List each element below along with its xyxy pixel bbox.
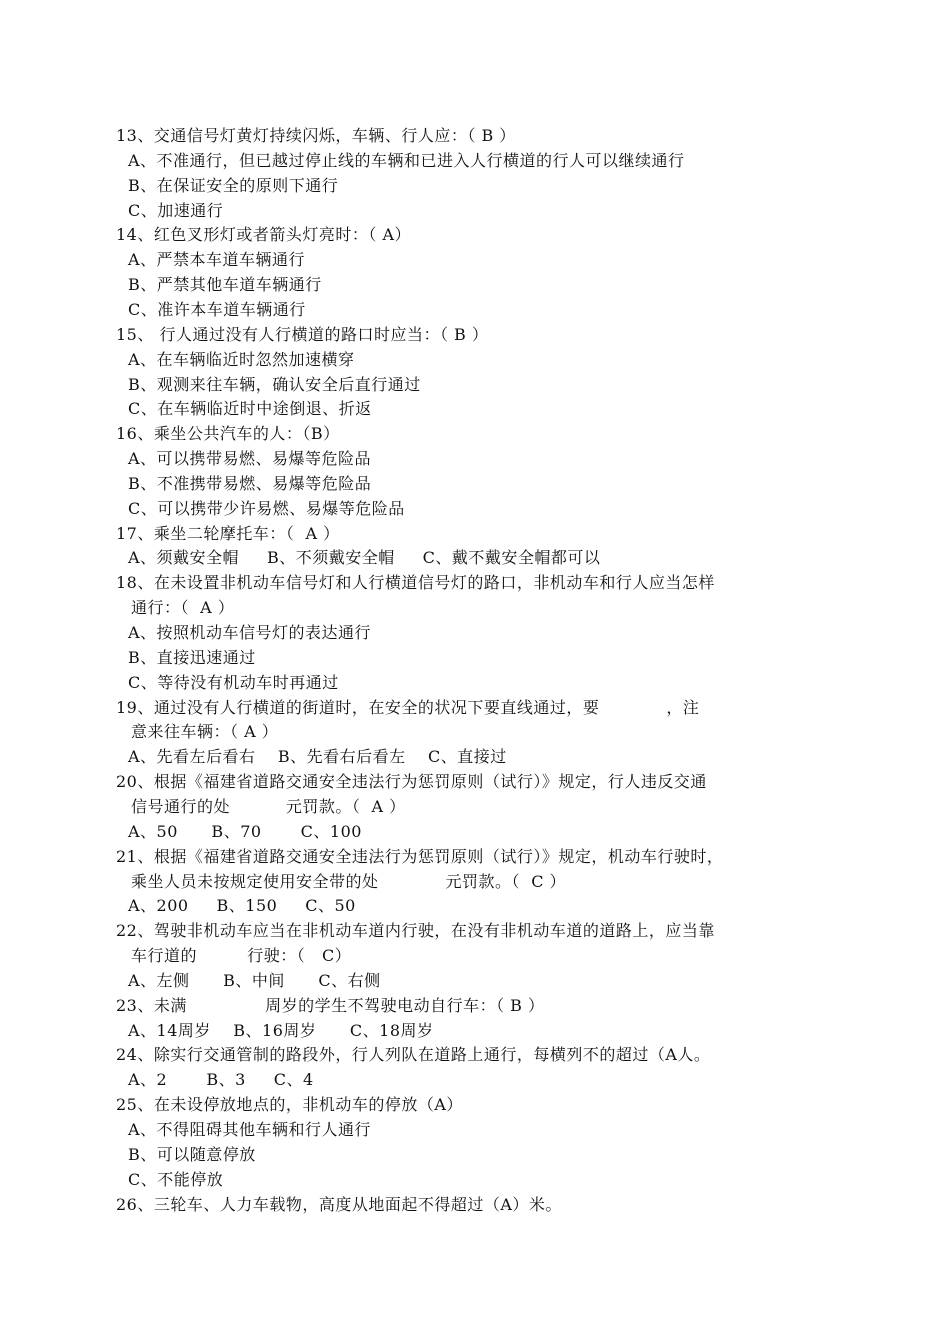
option-line: B、不准携带易燃、易爆等危险品 <box>128 474 372 493</box>
question-continuation-line: 意来往车辆：（ A ） <box>131 722 279 741</box>
question-continuation-line: 车行道的 行驶：（ C） <box>131 946 352 965</box>
option-line: A、先看左后看右 B、先看右后看左 C、直接过 <box>128 747 507 766</box>
question-line: 20、根据《福建省道路交通安全违法行为惩罚原则（试行）》规定，行人违反交通 <box>116 772 707 791</box>
option-line: C、等待没有机动车时再通过 <box>128 673 339 692</box>
question-line: 18、在未设置非机动车信号灯和人行横道信号灯的路口，非机动车和行人应当怎样 <box>116 573 715 592</box>
option-line: A、可以携带易燃、易爆等危险品 <box>128 449 372 468</box>
option-line: B、严禁其他车道车辆通行 <box>128 275 322 294</box>
question-line: 17、乘坐二轮摩托车：（ A ） <box>116 524 340 543</box>
question-line: 21、根据《福建省道路交通安全违法行为惩罚原则（试行）》规定，机动车行驶时， <box>116 847 724 866</box>
question-line: 14、红色叉形灯或者箭头灯亮时：（ A） <box>116 225 412 244</box>
option-line: B、直接迅速通过 <box>128 648 256 667</box>
option-line: A、14周岁 B、16周岁 C、18周岁 <box>128 1021 434 1040</box>
option-line: A、须戴安全帽 B、不须戴安全帽 C、戴不戴安全帽都可以 <box>128 548 601 567</box>
question-line: 19、通过没有人行横道的街道时，在安全的状况下要直线通过，要 ，注 <box>116 698 700 717</box>
option-line: B、在保证安全的原则下通行 <box>128 176 339 195</box>
option-line: A、50 B、70 C、100 <box>128 822 362 841</box>
option-line: B、可以随意停放 <box>128 1145 256 1164</box>
option-line: A、不准通行，但已越过停止线的车辆和已进入人行横道的行人可以继续通行 <box>128 151 685 170</box>
question-line: 22、驾驶非机动车应当在非机动车道内行驶，在没有非机动车道的道路上，应当靠 <box>116 921 715 940</box>
question-continuation-line: 信号通行的处 元罚款。（ A ） <box>131 797 406 816</box>
option-line: C、准许本车道车辆通行 <box>128 300 306 319</box>
question-line: 26、三轮车、人力车载物，高度从地面起不得超过（A）米。 <box>116 1195 562 1214</box>
option-line: A、左侧 B、中间 C、右侧 <box>128 971 381 990</box>
question-continuation-line: 乘坐人员未按规定使用安全带的处 元罚款。（ C ） <box>131 872 567 891</box>
option-line: A、不得阻碍其他车辆和行人通行 <box>128 1120 372 1139</box>
option-line: A、2 B、3 C、4 <box>128 1070 314 1089</box>
option-line: C、不能停放 <box>128 1170 224 1189</box>
option-line: C、在车辆临近时中途倒退、折返 <box>128 399 372 418</box>
question-line: 23、未满 周岁的学生不驾驶电动自行车：（ B ） <box>116 996 545 1015</box>
option-line: C、可以携带少许易燃、易爆等危险品 <box>128 499 405 518</box>
option-line: A、严禁本车道车辆通行 <box>128 250 306 269</box>
question-continuation-line: 通行：（ A ） <box>131 598 235 617</box>
option-line: C、加速通行 <box>128 201 224 220</box>
question-line: 16、乘坐公共汽车的人：（B） <box>116 424 340 443</box>
question-line: 15、 行人通过没有人行横道的路口时应当：（ B ） <box>116 325 489 344</box>
option-line: B、观测来往车辆，确认安全后直行通过 <box>128 375 421 394</box>
question-line: 24、除实行交通管制的路段外，行人列队在道路上通行，每横列不的超过（A人。 <box>116 1045 711 1064</box>
option-line: A、按照机动车信号灯的表达通行 <box>128 623 372 642</box>
question-line: 25、在未设停放地点的，非机动车的停放（A） <box>116 1095 463 1114</box>
option-line: A、在车辆临近时忽然加速横穿 <box>128 350 355 369</box>
option-line: A、200 B、150 C、50 <box>128 896 356 915</box>
question-line: 13、交通信号灯黄灯持续闪烁，车辆、行人应：（ B ） <box>116 126 516 145</box>
